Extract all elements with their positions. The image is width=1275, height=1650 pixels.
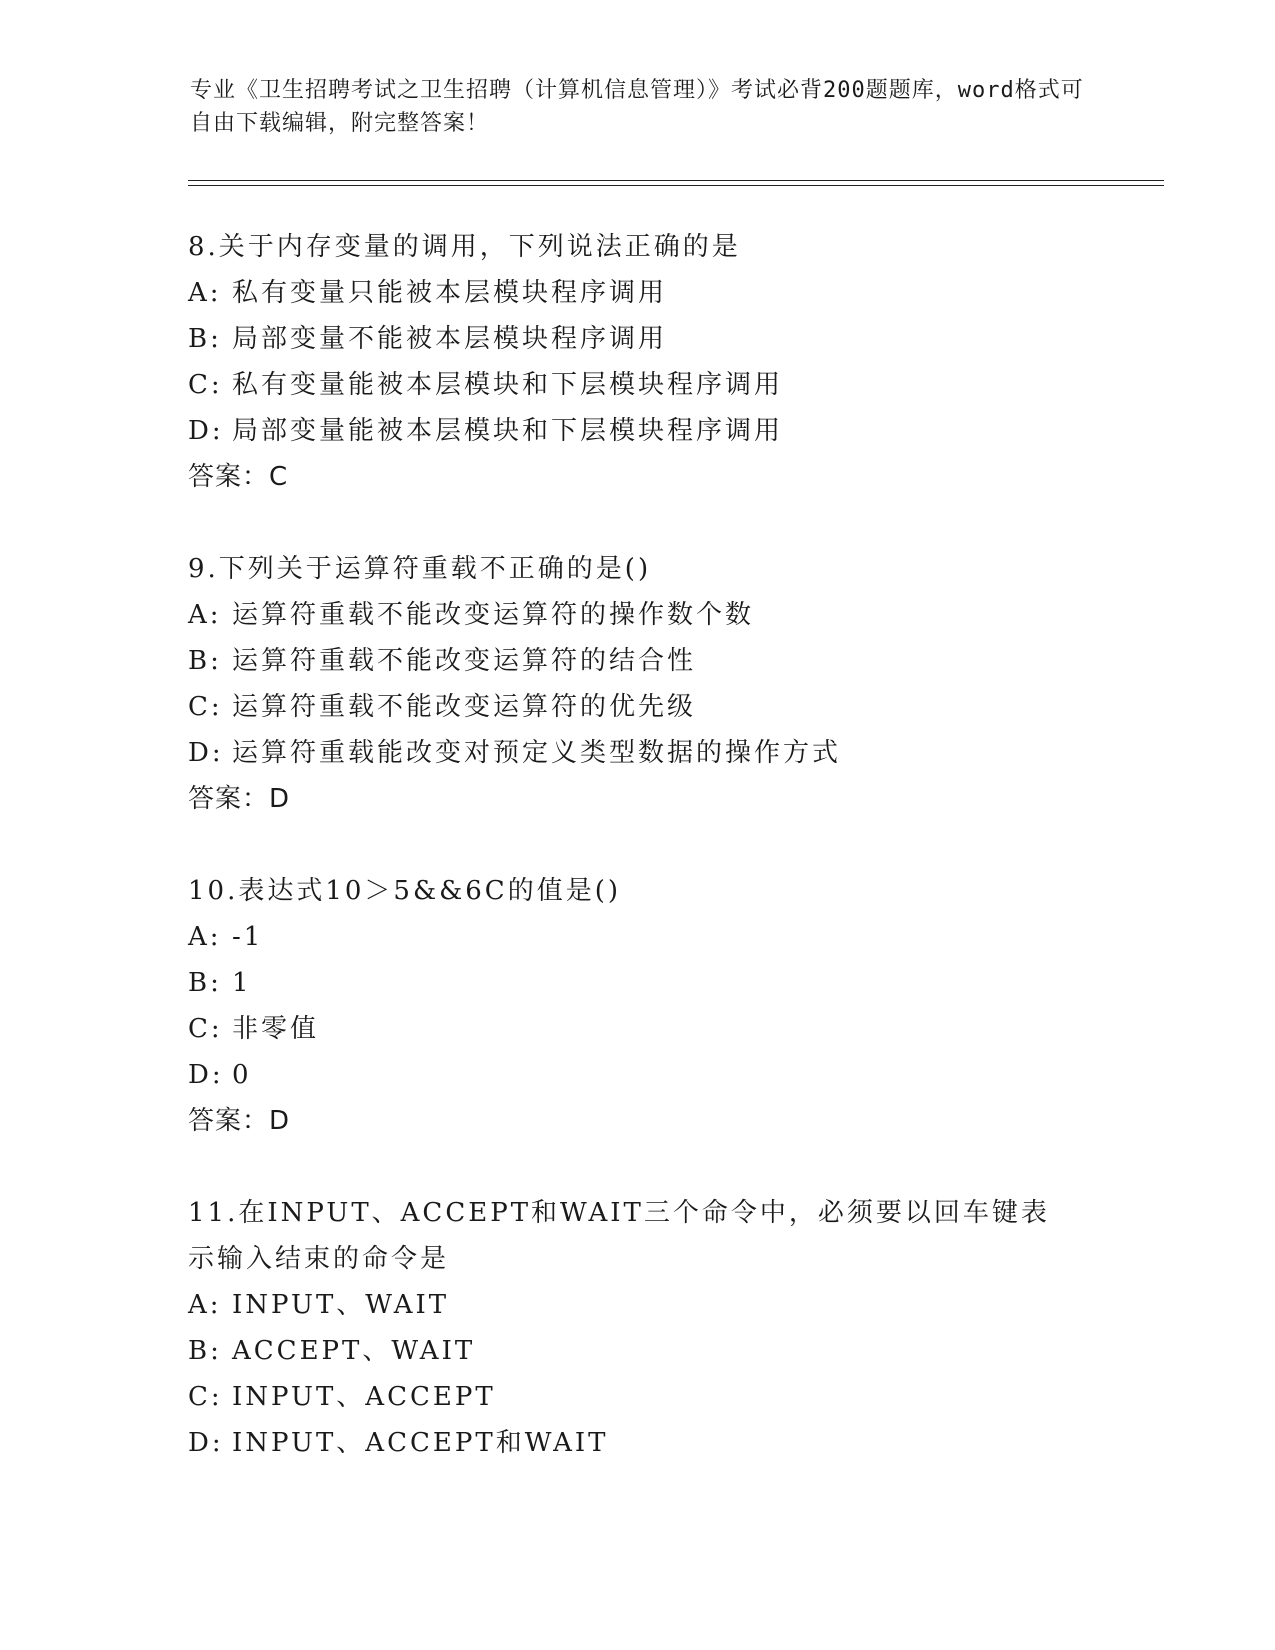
option-key: B: (188, 646, 222, 676)
option-text: 运算符重载不能改变运算符的结合性 (232, 646, 697, 676)
option-key: A: (188, 922, 222, 952)
option-text: INPUT、ACCEPT (232, 1382, 496, 1412)
option-text: 私有变量能被本层模块和下层模块程序调用 (232, 370, 784, 400)
option-text: 非零值 (232, 1014, 320, 1044)
option-key: C: (188, 1382, 223, 1412)
header-divider-bottom (188, 185, 1164, 186)
option-d (188, 408, 1088, 454)
option-c (188, 362, 1088, 408)
option-text: 1 (232, 968, 252, 998)
option-key: A: (188, 600, 222, 630)
option-text: -1 (232, 922, 264, 952)
option-key: C: (188, 370, 223, 400)
option-text: 私有变量只能被本层模块程序调用 (232, 278, 668, 308)
option-text: 运算符重载能改变对预定义类型数据的操作方式 (232, 738, 842, 768)
question-8 (188, 224, 1088, 500)
option-c (188, 1006, 1088, 1052)
option-key: B: (188, 1336, 222, 1366)
option-b (188, 638, 1088, 684)
option-key: C: (188, 1014, 223, 1044)
option-key: B: (188, 968, 222, 998)
option-c (188, 684, 1088, 730)
question-11 (188, 1190, 1088, 1466)
header-divider-top (188, 180, 1164, 181)
option-d (188, 1420, 1088, 1466)
option-a (188, 592, 1088, 638)
option-key: C: (188, 692, 223, 722)
question-title: 8.关于内存变量的调用，下列说法正确的是 (188, 232, 741, 262)
question-title: 10.表达式10＞5&&6C的值是() (188, 876, 621, 906)
option-key: B: (188, 324, 222, 354)
option-text: ACCEPT、WAIT (232, 1336, 476, 1366)
option-text: INPUT、WAIT (232, 1290, 450, 1320)
option-d (188, 730, 1088, 776)
option-a (188, 914, 1088, 960)
option-text: 局部变量不能被本层模块程序调用 (232, 324, 668, 354)
document-header: 专业《卫生招聘考试之卫生招聘（计算机信息管理）》考试必背200题题库，word格式可自由下载编辑，附完整答案！ (190, 78, 1084, 136)
option-key: D: (188, 416, 224, 446)
option-c (188, 1374, 1088, 1420)
option-key: D: (188, 1428, 224, 1458)
option-text: 局部变量能被本层模块和下层模块程序调用 (232, 416, 784, 446)
option-text: INPUT、ACCEPT和WAIT (232, 1428, 609, 1458)
option-key: A: (188, 1290, 222, 1320)
option-text: 运算符重载不能改变运算符的操作数个数 (232, 600, 755, 630)
option-b (188, 960, 1088, 1006)
question-9 (188, 546, 1088, 822)
option-text: 运算符重载不能改变运算符的优先级 (232, 692, 697, 722)
question-title: 11.在INPUT、ACCEPT和WAIT三个命令中，必须要以回车键表示输入结束的命令是 (188, 1198, 1050, 1274)
answer: 答案：D (188, 784, 291, 814)
option-b (188, 316, 1088, 362)
option-b (188, 1328, 1088, 1374)
option-text: 0 (232, 1060, 252, 1090)
option-key: D: (188, 738, 224, 768)
option-d (188, 1052, 1088, 1098)
question-title: 9.下列关于运算符重载不正确的是() (188, 554, 652, 584)
option-key: A: (188, 278, 222, 308)
option-key: D: (188, 1060, 224, 1090)
question-10 (188, 868, 1088, 1144)
answer: 答案：C (188, 462, 289, 492)
option-a (188, 270, 1088, 316)
answer: 答案：D (188, 1106, 291, 1136)
option-a (188, 1282, 1088, 1328)
